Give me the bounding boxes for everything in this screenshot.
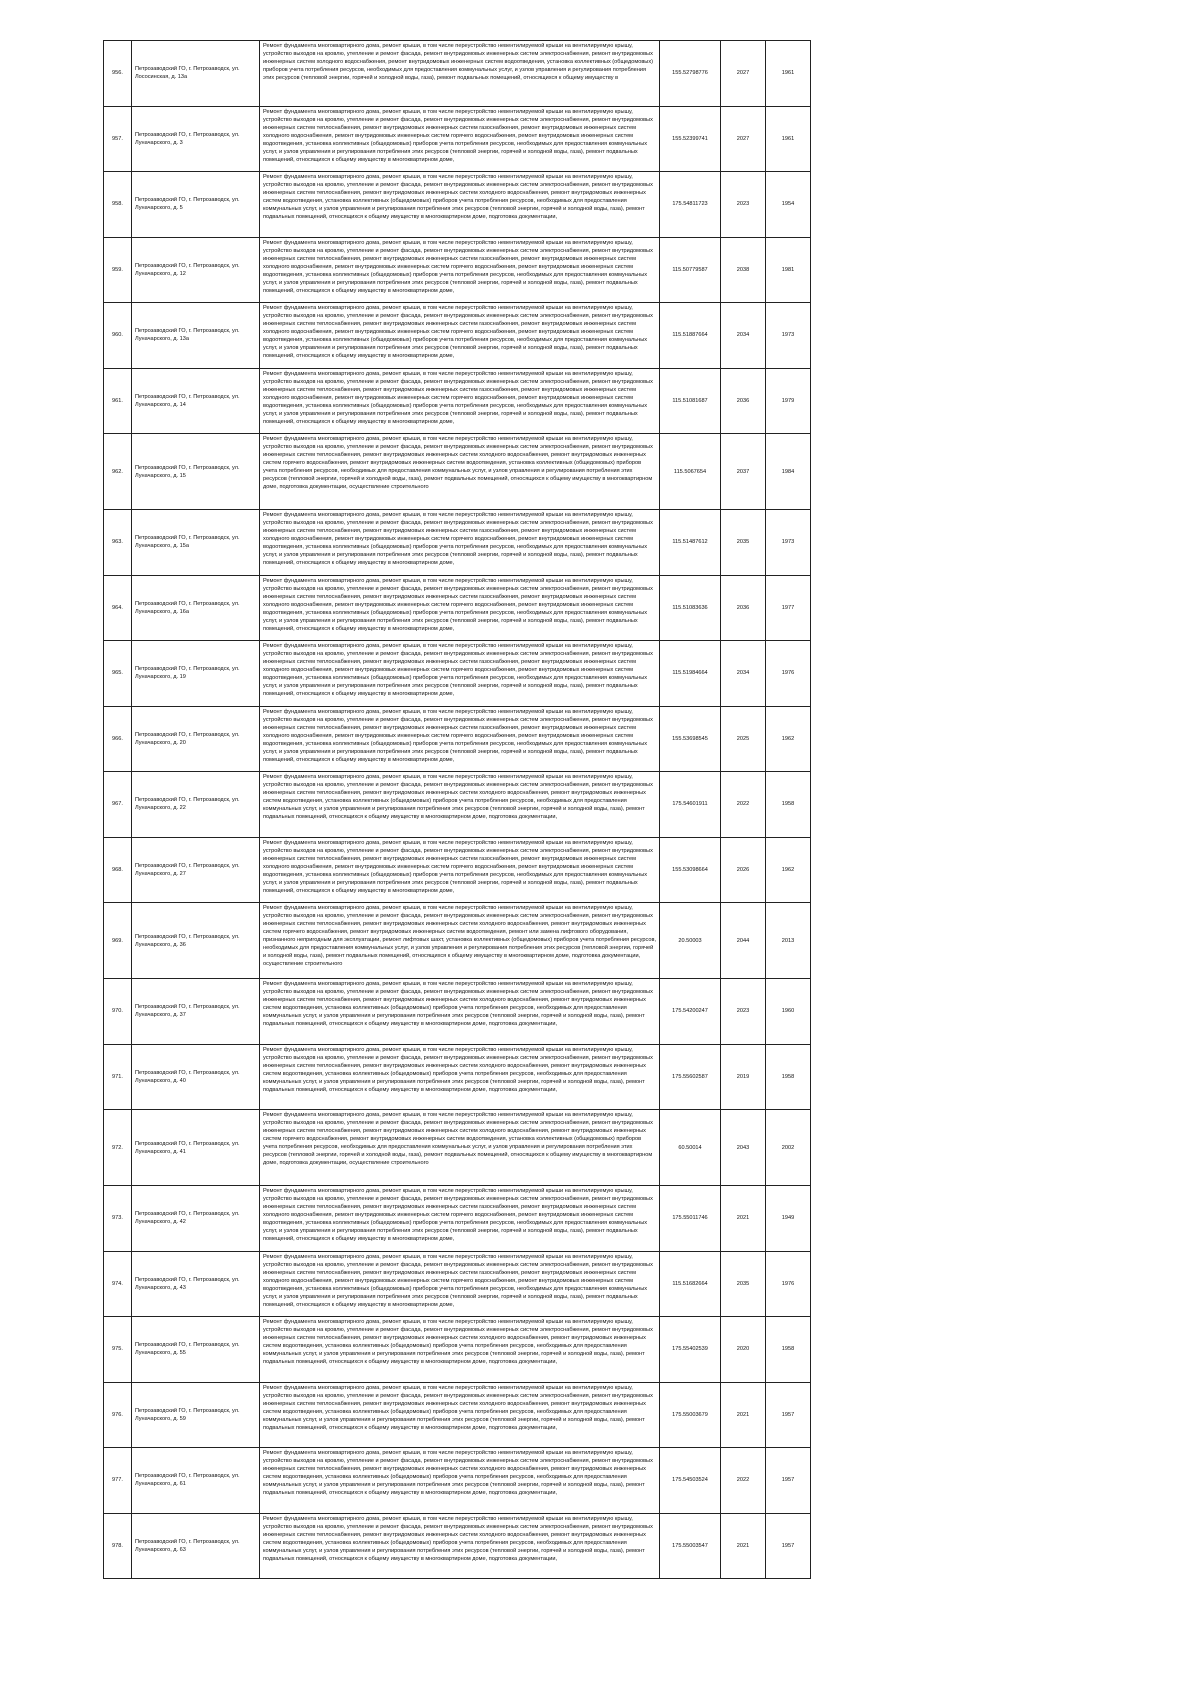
works-description-text: Ремонт фундамента многоквартирного дома, ремонт крыши, в том числе переустройство невентилируемой крыши на вентилируемую крышу, устройство выходов на кровлю, утепление и ремонт фасада, ремонт внутридомовых инженерных систем электроснабжения, ремонт внутридомовых инженерных систем теплоснабжения, ремонт внутридомовых инженерных систем газоснабжения, ремонт внутридомовых инженерных систем холодного водоснабжения, ремонт внутридомовых инженерных систем горячего водоснабжения, ремонт внутридомовых инженерных систем водоотведения, установка коллективных (общедомовых) приборов учета потребления ресурсов, необходимых для предоставления коммунальных услуг, и узлов управления и регулирования потребления этих ресурсов (тепловой энергии, горячей и холодной воды, газа), ремонт подвальных помещений, относящихся к общему имуществу в многоквартирном доме,	[263, 370, 653, 425]
row-number-cell: 961.	[104, 368, 132, 434]
works-description-cell	[260, 903, 660, 979]
planned-year-cell: 2020	[721, 1317, 766, 1383]
works-description-text: Ремонт фундамента многоквартирного дома, ремонт крыши, в том числе переустройство невентилируемой крыши на вентилируемую крышу, устройство выходов на кровлю, утепление и ремонт фасада, ремонт внутридомовых инженерных систем электроснабжения, ремонт внутридомовых инженерных систем теплоснабжения, ремонт внутридомовых инженерных систем холодного водоснабжения, ремонт внутридомовых инженерных систем горячего водоснабжения, ремонт внутридомовых инженерных систем водоотведения, установка коллективных (общедомовых) приборов учета потребления ресурсов, необходимых для предоставления коммунальных услуг, и узлов управления и регулирования потребления этих ресурсов (тепловой энергии, горячей и холодной воды, газа), ремонт подвальных помещений, относящихся к общему имуществу в многоквартирном доме, подготовка документации, осуществление строительного	[263, 1112, 653, 1166]
row-number-cell: 964.	[104, 575, 132, 641]
table-row	[104, 434, 811, 510]
works-description-cell	[260, 1448, 660, 1514]
works-description-text: Ремонт фундамента многоквартирного дома, ремонт крыши, в том числе переустройство невентилируемой крыши на вентилируемую крышу, устройство выходов на кровлю, утепление и ремонт фасада, ремонт внутридомовых инженерных систем электроснабжения, ремонт внутридомовых инженерных систем теплоснабжения, ремонт внутридомовых инженерных систем холодного водоснабжения, ремонт внутридомовых инженерных систем водоотведения, установка коллективных (общедомовых) приборов учета потребления ресурсов, необходимых для предоставления коммунальных услуг, и узлов управления и регулирования потребления этих ресурсов (тепловой энергии, горячей и холодной воды, газа), ремонт подвальных помещений, относящихся к общему имуществу в многоквартирном доме, подготовка документации,	[263, 1319, 653, 1365]
address-cell: Петрозаводский ГО, г. Петрозаводск, ул. Луначарского, д. 40	[132, 1044, 260, 1110]
row-number-cell: 958.	[104, 172, 132, 238]
build-year-cell: 2013	[766, 903, 811, 979]
table-row	[104, 106, 811, 172]
address-cell: Петрозаводский ГО, г. Петрозаводск, ул. Луначарского, д. 41	[132, 1110, 260, 1186]
build-year-cell: 1973	[766, 303, 811, 369]
row-number-cell: 971.	[104, 1044, 132, 1110]
works-description-cell	[260, 772, 660, 838]
works-description-text: Ремонт фундамента многоквартирного дома, ремонт крыши, в том числе переустройство невентилируемой крыши на вентилируемую крышу, устройство выходов на кровлю, утепление и ремонт фасада, ремонт внутридомовых инженерных систем электроснабжения, ремонт внутридомовых инженерных систем холодного водоснабжения, ремонт внутридомовых инженерных систем водоотведения, установка коллективных (общедомовых) приборов учета потребления ресурсов, необходимых для предоставления коммунальных услуг, и узлов управления и регулирования потребления этих ресурсов (тепловой энергии, горячей и холодной воды, газа), ремонт подвальных помещений, относящихся к общему имуществу в	[263, 43, 653, 81]
works-description-text: Ремонт фундамента многоквартирного дома, ремонт крыши, в том числе переустройство невентилируемой крыши на вентилируемую крышу, устройство выходов на кровлю, утепление и ремонт фасада, ремонт внутридомовых инженерных систем электроснабжения, ремонт внутридомовых инженерных систем теплоснабжения, ремонт внутридомовых инженерных систем холодного водоснабжения, ремонт внутридомовых инженерных систем водоотведения, установка коллективных (общедомовых) приборов учета потребления ресурсов, необходимых для предоставления коммунальных услуг, и узлов управления и регулирования потребления этих ресурсов (тепловой энергии, горячей и холодной воды, газа), ремонт подвальных помещений, относящихся к общему имуществу в многоквартирном доме, подготовка документации,	[263, 1046, 653, 1093]
cost-cell: 115.51081687	[660, 368, 721, 434]
table-row	[104, 510, 811, 576]
works-description-text: Ремонт фундамента многоквартирного дома, ремонт крыши, в том числе переустройство невентилируемой крыши на вентилируемую крышу, устройство выходов на кровлю, утепление и ремонт фасада, ремонт внутридомовых инженерных систем электроснабжения, ремонт внутридомовых инженерных систем теплоснабжения, ремонт внутридомовых инженерных систем газоснабжения, ремонт внутридомовых инженерных систем холодного водоснабжения, ремонт внутридомовых инженерных систем горячего водоснабжения, ремонт внутридомовых инженерных систем водоотведения, установка коллективных (общедомовых) приборов учета потребления ресурсов, необходимых для предоставления коммунальных услуг, и узлов управления и регулирования потребления этих ресурсов (тепловой энергии, горячей и холодной воды, газа), ремонт подвальных помещений, относящихся к общему имуществу в многоквартирном доме,	[263, 839, 653, 894]
works-description-text: Ремонт фундамента многоквартирного дома, ремонт крыши, в том числе переустройство невентилируемой крыши на вентилируемую крышу, устройство выходов на кровлю, утепление и ремонт фасада, ремонт внутридомовых инженерных систем электроснабжения, ремонт внутридомовых инженерных систем теплоснабжения, ремонт внутридомовых инженерных систем холодного водоснабжения, ремонт внутридомовых инженерных систем горячего водоснабжения, ремонт внутридомовых инженерных систем водоотведения, установка коллективных (общедомовых) приборов учета потребления ресурсов, необходимых для предоставления коммунальных услуг, и узлов управления и регулирования потребления этих ресурсов (тепловой энергии, горячей и холодной воды, газа), ремонт подвальных помещений, относящихся к общему имуществу в многоквартирном доме, подготовка документации, осуществление строительного	[263, 436, 653, 490]
build-year-cell: 1973	[766, 510, 811, 576]
works-description-cell	[260, 1317, 660, 1383]
cost-cell: 115.51887664	[660, 303, 721, 369]
cost-cell: 175.54811723	[660, 172, 721, 238]
works-description-cell	[260, 1513, 660, 1579]
works-description-cell	[260, 106, 660, 172]
build-year-cell: 1954	[766, 172, 811, 238]
works-description-cell	[260, 1110, 660, 1186]
build-year-cell: 1962	[766, 837, 811, 903]
build-year-cell: 1958	[766, 772, 811, 838]
works-description-cell	[260, 979, 660, 1045]
address-cell: Петрозаводский ГО, г. Петрозаводск, ул. Луначарского, д. 27	[132, 837, 260, 903]
planned-year-cell: 2022	[721, 1448, 766, 1514]
planned-year-cell: 2027	[721, 41, 766, 107]
planned-year-cell: 2036	[721, 575, 766, 641]
cost-cell: 20.50003	[660, 903, 721, 979]
row-number-cell: 957.	[104, 106, 132, 172]
works-description-cell	[260, 1186, 660, 1252]
works-description-cell	[260, 641, 660, 707]
cost-cell: 175.54601911	[660, 772, 721, 838]
table-row	[104, 1186, 811, 1252]
planned-year-cell: 2044	[721, 903, 766, 979]
row-number-cell: 972.	[104, 1110, 132, 1186]
build-year-cell: 1984	[766, 434, 811, 510]
address-cell: Петрозаводский ГО, г. Петрозаводск, ул. Лососинская, д. 13а	[132, 41, 260, 107]
planned-year-cell: 2021	[721, 1513, 766, 1579]
address-cell: Петрозаводский ГО, г. Петрозаводск, ул. Луначарского, д. 16а	[132, 575, 260, 641]
build-year-cell: 2002	[766, 1110, 811, 1186]
cost-cell: 155.53098664	[660, 837, 721, 903]
table-row	[104, 172, 811, 238]
row-number-cell: 963.	[104, 510, 132, 576]
planned-year-cell: 2037	[721, 434, 766, 510]
row-number-cell: 959.	[104, 237, 132, 303]
works-description-text: Ремонт фундамента многоквартирного дома, ремонт крыши, в том числе переустройство невентилируемой крыши на вентилируемую крышу, устройство выходов на кровлю, утепление и ремонт фасада, ремонт внутридомовых инженерных систем электроснабжения, ремонт внутридомовых инженерных систем теплоснабжения, ремонт внутридомовых инженерных систем газоснабжения, ремонт внутридомовых инженерных систем холодного водоснабжения, ремонт внутридомовых инженерных систем горячего водоснабжения, ремонт внутридомовых инженерных систем водоотведения, установка коллективных (общедомовых) приборов учета потребления ресурсов, необходимых для предоставления коммунальных услуг, и узлов управления и регулирования потребления этих ресурсов (тепловой энергии, горячей и холодной воды, газа), ремонт подвальных помещений, относящихся к общему имуществу в многоквартирном доме,	[263, 577, 653, 632]
cost-cell: 155.52798776	[660, 41, 721, 107]
table-row	[104, 1317, 811, 1383]
works-description-cell	[260, 1251, 660, 1317]
address-cell: Петрозаводский ГО, г. Петрозаводск, ул. Луначарского, д. 22	[132, 772, 260, 838]
cost-cell: 115.50779587	[660, 237, 721, 303]
address-cell: Петрозаводский ГО, г. Петрозаводск, ул. Луначарского, д. 19	[132, 641, 260, 707]
row-number-cell: 974.	[104, 1251, 132, 1317]
works-description-cell	[260, 41, 660, 107]
cost-cell: 175.54503524	[660, 1448, 721, 1514]
cost-cell: 175.54200247	[660, 979, 721, 1045]
works-description-cell	[260, 575, 660, 641]
repair-registry-table	[103, 40, 811, 1579]
table-row	[104, 1513, 811, 1579]
cost-cell: 155.52399741	[660, 106, 721, 172]
address-cell: Петрозаводский ГО, г. Петрозаводск, ул. Луначарского, д. 61	[132, 1448, 260, 1514]
address-cell: Петрозаводский ГО, г. Петрозаводск, ул. Луначарского, д. 43	[132, 1251, 260, 1317]
cost-cell: 175.55003679	[660, 1382, 721, 1448]
cost-cell: 175.55402539	[660, 1317, 721, 1383]
table-row	[104, 1251, 811, 1317]
planned-year-cell: 2043	[721, 1110, 766, 1186]
works-description-text: Ремонт фундамента многоквартирного дома, ремонт крыши, в том числе переустройство невентилируемой крыши на вентилируемую крышу, устройство выходов на кровлю, утепление и ремонт фасада, ремонт внутридомовых инженерных систем электроснабжения, ремонт внутридомовых инженерных систем теплоснабжения, ремонт внутридомовых инженерных систем газоснабжения, ремонт внутридомовых инженерных систем холодного водоснабжения, ремонт внутридомовых инженерных систем горячего водоснабжения, ремонт внутридомовых инженерных систем водоотведения, установка коллективных (общедомовых) приборов учета потребления ресурсов, необходимых для предоставления коммунальных услуг, и узлов управления и регулирования потребления этих ресурсов (тепловой энергии, горячей и холодной воды, газа), ремонт подвальных помещений, относящихся к общему имуществу в многоквартирном доме,	[263, 239, 653, 294]
table-row	[104, 772, 811, 838]
cost-cell: 155.53698545	[660, 706, 721, 772]
planned-year-cell: 2034	[721, 303, 766, 369]
planned-year-cell: 2034	[721, 641, 766, 707]
works-description-text: Ремонт фундамента многоквартирного дома, ремонт крыши, в том числе переустройство невентилируемой крыши на вентилируемую крышу, устройство выходов на кровлю, утепление и ремонт фасада, ремонт внутридомовых инженерных систем электроснабжения, ремонт внутридомовых инженерных систем теплоснабжения, ремонт внутридомовых инженерных систем холодного водоснабжения, ремонт внутридомовых инженерных систем водоотведения, установка коллективных (общедомовых) приборов учета потребления ресурсов, необходимых для предоставления коммунальных услуг, и узлов управления и регулирования потребления этих ресурсов (тепловой энергии, горячей и холодной воды, газа), ремонт подвальных помещений, относящихся к общему имуществу в многоквартирном доме, подготовка документации,	[263, 1384, 653, 1431]
cost-cell: 115.5067654	[660, 434, 721, 510]
cost-cell: 175.55011746	[660, 1186, 721, 1252]
cost-cell: 175.55602587	[660, 1044, 721, 1110]
table-row	[104, 1110, 811, 1186]
address-cell: Петрозаводский ГО, г. Петрозаводск, ул. Луначарского, д. 12	[132, 237, 260, 303]
table-row	[104, 303, 811, 369]
row-number-cell: 968.	[104, 837, 132, 903]
address-cell: Петрозаводский ГО, г. Петрозаводск, ул. Луначарского, д. 42	[132, 1186, 260, 1252]
works-description-cell	[260, 706, 660, 772]
works-description-cell	[260, 434, 660, 510]
works-description-cell	[260, 837, 660, 903]
planned-year-cell: 2025	[721, 706, 766, 772]
address-cell: Петрозаводский ГО, г. Петрозаводск, ул. Луначарского, д. 5	[132, 172, 260, 238]
row-number-cell: 973.	[104, 1186, 132, 1252]
address-cell: Петрозаводский ГО, г. Петрозаводск, ул. Луначарского, д. 63	[132, 1513, 260, 1579]
works-description-text: Ремонт фундамента многоквартирного дома, ремонт крыши, в том числе переустройство невентилируемой крыши на вентилируемую крышу, устройство выходов на кровлю, утепление и ремонт фасада, ремонт внутридомовых инженерных систем электроснабжения, ремонт внутридомовых инженерных систем теплоснабжения, ремонт внутридомовых инженерных систем газоснабжения, ремонт внутридомовых инженерных систем холодного водоснабжения, ремонт внутридомовых инженерных систем горячего водоснабжения, ремонт внутридомовых инженерных систем водоотведения, установка коллективных (общедомовых) приборов учета потребления ресурсов, необходимых для предоставления коммунальных услуг, и узлов управления и регулирования потребления этих ресурсов (тепловой энергии, горячей и холодной воды, газа), ремонт подвальных помещений, относящихся к общему имуществу в многоквартирном доме,	[263, 305, 653, 359]
works-description-cell	[260, 510, 660, 576]
registry-body	[104, 41, 811, 1579]
works-description-text: Ремонт фундамента многоквартирного дома, ремонт крыши, в том числе переустройство невентилируемой крыши на вентилируемую крышу, устройство выходов на кровлю, утепление и ремонт фасада, ремонт внутридомовых инженерных систем электроснабжения, ремонт внутридомовых инженерных систем теплоснабжения, ремонт внутридомовых инженерных систем газоснабжения, ремонт внутридомовых инженерных систем холодного водоснабжения, ремонт внутридомовых инженерных систем горячего водоснабжения, ремонт внутридомовых инженерных систем водоотведения, установка коллективных (общедомовых) приборов учета потребления ресурсов, необходимых для предоставления коммунальных услуг, и узлов управления и регулирования потребления этих ресурсов (тепловой энергии, горячей и холодной воды, газа), ремонт подвальных помещений, относящихся к общему имуществу в многоквартирном доме,	[263, 512, 653, 566]
table-row	[104, 1382, 811, 1448]
build-year-cell: 1977	[766, 575, 811, 641]
planned-year-cell: 2035	[721, 510, 766, 576]
row-number-cell: 967.	[104, 772, 132, 838]
address-cell: Петрозаводский ГО, г. Петрозаводск, ул. Луначарского, д. 15	[132, 434, 260, 510]
works-description-text: Ремонт фундамента многоквартирного дома, ремонт крыши, в том числе переустройство невентилируемой крыши на вентилируемую крышу, устройство выходов на кровлю, утепление и ремонт фасада, ремонт внутридомовых инженерных систем электроснабжения, ремонт внутридомовых инженерных систем теплоснабжения, ремонт внутридомовых инженерных систем холодного водоснабжения, ремонт внутридомовых инженерных систем водоотведения, установка коллективных (общедомовых) приборов учета потребления ресурсов, необходимых для предоставления коммунальных услуг, и узлов управления и регулирования потребления этих ресурсов (тепловой энергии, горячей и холодной воды, газа), ремонт подвальных помещений, относящихся к общему имуществу в многоквартирном доме, подготовка документации,	[263, 1450, 653, 1496]
row-number-cell: 976.	[104, 1382, 132, 1448]
address-cell: Петрозаводский ГО, г. Петрозаводск, ул. Луначарского, д. 55	[132, 1317, 260, 1383]
works-description-text: Ремонт фундамента многоквартирного дома, ремонт крыши, в том числе переустройство невентилируемой крыши на вентилируемую крышу, устройство выходов на кровлю, утепление и ремонт фасада, ремонт внутридомовых инженерных систем электроснабжения, ремонт внутридомовых инженерных систем теплоснабжения, ремонт внутридомовых инженерных систем газоснабжения, ремонт внутридомовых инженерных систем холодного водоснабжения, ремонт внутридомовых инженерных систем горячего водоснабжения, ремонт внутридомовых инженерных систем водоотведения, установка коллективных (общедомовых) приборов учета потребления ресурсов, необходимых для предоставления коммунальных услуг, и узлов управления и регулирования потребления этих ресурсов (тепловой энергии, горячей и холодной воды, газа), ремонт подвальных помещений, относящихся к общему имуществу в многоквартирном доме,	[263, 108, 653, 163]
works-description-cell	[260, 1382, 660, 1448]
works-description-cell	[260, 237, 660, 303]
cost-cell: 175.55003547	[660, 1513, 721, 1579]
build-year-cell: 1962	[766, 706, 811, 772]
build-year-cell: 1957	[766, 1448, 811, 1514]
address-cell: Петрозаводский ГО, г. Петрозаводск, ул. Луначарского, д. 14	[132, 368, 260, 434]
build-year-cell: 1957	[766, 1382, 811, 1448]
build-year-cell: 1949	[766, 1186, 811, 1252]
table-row	[104, 41, 811, 107]
build-year-cell: 1960	[766, 979, 811, 1045]
works-description-cell	[260, 368, 660, 434]
works-description-text: Ремонт фундамента многоквартирного дома, ремонт крыши, в том числе переустройство невентилируемой крыши на вентилируемую крышу, устройство выходов на кровлю, утепление и ремонт фасада, ремонт внутридомовых инженерных систем электроснабжения, ремонт внутридомовых инженерных систем теплоснабжения, ремонт внутридомовых инженерных систем холодного водоснабжения, ремонт внутридомовых инженерных систем водоотведения, установка коллективных (общедомовых) приборов учета потребления ресурсов, необходимых для предоставления коммунальных услуг, и узлов управления и регулирования потребления этих ресурсов (тепловой энергии, горячей и холодной воды, газа), ремонт подвальных помещений, относящихся к общему имуществу в многоквартирном доме, подготовка документации,	[263, 1515, 653, 1562]
table-row	[104, 903, 811, 979]
row-number-cell: 962.	[104, 434, 132, 510]
cost-cell: 115.51984664	[660, 641, 721, 707]
planned-year-cell: 2023	[721, 172, 766, 238]
table-row	[104, 1448, 811, 1514]
build-year-cell: 1961	[766, 106, 811, 172]
table-row	[104, 575, 811, 641]
cost-cell: 115.51487612	[660, 510, 721, 576]
table-row	[104, 641, 811, 707]
cost-cell: 60.50014	[660, 1110, 721, 1186]
works-description-text: Ремонт фундамента многоквартирного дома, ремонт крыши, в том числе переустройство невентилируемой крыши на вентилируемую крышу, устройство выходов на кровлю, утепление и ремонт фасада, ремонт внутридомовых инженерных систем электроснабжения, ремонт внутридомовых инженерных систем теплоснабжения, ремонт внутридомовых инженерных систем холодного водоснабжения, ремонт внутридомовых инженерных систем водоотведения, установка коллективных (общедомовых) приборов учета потребления ресурсов, необходимых для предоставления коммунальных услуг, и узлов управления и регулирования потребления этих ресурсов (тепловой энергии, горячей и холодной воды, газа), ремонт подвальных помещений, относящихся к общему имуществу в многоквартирном доме, подготовка документации,	[263, 174, 653, 220]
build-year-cell: 1961	[766, 41, 811, 107]
table-row	[104, 368, 811, 434]
works-description-text: Ремонт фундамента многоквартирного дома, ремонт крыши, в том числе переустройство невентилируемой крыши на вентилируемую крышу, устройство выходов на кровлю, утепление и ремонт фасада, ремонт внутридомовых инженерных систем электроснабжения, ремонт внутридомовых инженерных систем теплоснабжения, ремонт внутридомовых инженерных систем холодного водоснабжения, ремонт внутридомовых инженерных систем водоотведения, установка коллективных (общедомовых) приборов учета потребления ресурсов, необходимых для предоставления коммунальных услуг, и узлов управления и регулирования потребления этих ресурсов (тепловой энергии, горячей и холодной воды, газа), ремонт подвальных помещений, относящихся к общему имуществу в многоквартирном доме, подготовка документации,	[263, 981, 653, 1027]
address-cell: Петрозаводский ГО, г. Петрозаводск, ул. Луначарского, д. 3	[132, 106, 260, 172]
planned-year-cell: 2023	[721, 979, 766, 1045]
address-cell: Петрозаводский ГО, г. Петрозаводск, ул. Луначарского, д. 36	[132, 903, 260, 979]
planned-year-cell: 2021	[721, 1186, 766, 1252]
build-year-cell: 1979	[766, 368, 811, 434]
build-year-cell: 1958	[766, 1317, 811, 1383]
works-description-text: Ремонт фундамента многоквартирного дома, ремонт крыши, в том числе переустройство невентилируемой крыши на вентилируемую крышу, устройство выходов на кровлю, утепление и ремонт фасада, ремонт внутридомовых инженерных систем электроснабжения, ремонт внутридомовых инженерных систем теплоснабжения, ремонт внутридомовых инженерных систем газоснабжения, ремонт внутридомовых инженерных систем холодного водоснабжения, ремонт внутридомовых инженерных систем горячего водоснабжения, ремонт внутридомовых инженерных систем водоотведения, установка коллективных (общедомовых) приборов учета потребления ресурсов, необходимых для предоставления коммунальных услуг, и узлов управления и регулирования потребления этих ресурсов (тепловой энергии, горячей и холодной воды, газа), ремонт подвальных помещений, относящихся к общему имуществу в многоквартирном доме,	[263, 1188, 653, 1242]
row-number-cell: 975.	[104, 1317, 132, 1383]
build-year-cell: 1958	[766, 1044, 811, 1110]
address-cell: Петрозаводский ГО, г. Петрозаводск, ул. Луначарского, д. 13а	[132, 303, 260, 369]
planned-year-cell: 2019	[721, 1044, 766, 1110]
address-cell: Петрозаводский ГО, г. Петрозаводск, ул. Луначарского, д. 20	[132, 706, 260, 772]
works-description-cell	[260, 1044, 660, 1110]
planned-year-cell: 2022	[721, 772, 766, 838]
build-year-cell: 1976	[766, 641, 811, 707]
works-description-cell	[260, 172, 660, 238]
row-number-cell: 966.	[104, 706, 132, 772]
works-description-text: Ремонт фундамента многоквартирного дома, ремонт крыши, в том числе переустройство невентилируемой крыши на вентилируемую крышу, устройство выходов на кровлю, утепление и ремонт фасада, ремонт внутридомовых инженерных систем электроснабжения, ремонт внутридомовых инженерных систем теплоснабжения, ремонт внутридомовых инженерных систем газоснабжения, ремонт внутридомовых инженерных систем холодного водоснабжения, ремонт внутридомовых инженерных систем горячего водоснабжения, ремонт внутридомовых инженерных систем водоотведения, установка коллективных (общедомовых) приборов учета потребления ресурсов, необходимых для предоставления коммунальных услуг, и узлов управления и регулирования потребления этих ресурсов (тепловой энергии, горячей и холодной воды, газа), ремонт подвальных помещений, относящихся к общему имуществу в многоквартирном доме,	[263, 643, 653, 697]
table-row	[104, 1044, 811, 1110]
build-year-cell: 1981	[766, 237, 811, 303]
address-cell: Петрозаводский ГО, г. Петрозаводск, ул. Луначарского, д. 37	[132, 979, 260, 1045]
table-row	[104, 237, 811, 303]
table-row	[104, 837, 811, 903]
row-number-cell: 977.	[104, 1448, 132, 1514]
row-number-cell: 970.	[104, 979, 132, 1045]
works-description-text: Ремонт фундамента многоквартирного дома, ремонт крыши, в том числе переустройство невентилируемой крыши на вентилируемую крышу, устройство выходов на кровлю, утепление и ремонт фасада, ремонт внутридомовых инженерных систем электроснабжения, ремонт внутридомовых инженерных систем теплоснабжения, ремонт внутридомовых инженерных систем газоснабжения, ремонт внутридомовых инженерных систем холодного водоснабжения, ремонт внутридомовых инженерных систем горячего водоснабжения, ремонт внутридомовых инженерных систем водоотведения, установка коллективных (общедомовых) приборов учета потребления ресурсов, необходимых для предоставления коммунальных услуг, и узлов управления и регулирования потребления этих ресурсов (тепловой энергии, горячей и холодной воды, газа), ремонт подвальных помещений, относящихся к общему имуществу в многоквартирном доме,	[263, 1253, 653, 1308]
cost-cell: 115.51682664	[660, 1251, 721, 1317]
works-description-text: Ремонт фундамента многоквартирного дома, ремонт крыши, в том числе переустройство невентилируемой крыши на вентилируемую крышу, устройство выходов на кровлю, утепление и ремонт фасада, ремонт внутридомовых инженерных систем электроснабжения, ремонт внутридомовых инженерных систем теплоснабжения, ремонт внутридомовых инженерных систем газоснабжения, ремонт внутридомовых инженерных систем холодного водоснабжения, ремонт внутридомовых инженерных систем горячего водоснабжения, ремонт внутридомовых инженерных систем водоотведения, установка коллективных (общедомовых) приборов учета потребления ресурсов, необходимых для предоставления коммунальных услуг, и узлов управления и регулирования потребления этих ресурсов (тепловой энергии, горячей и холодной воды, газа), ремонт подвальных помещений, относящихся к общему имуществу в многоквартирном доме,	[263, 708, 653, 763]
row-number-cell: 969.	[104, 903, 132, 979]
planned-year-cell: 2021	[721, 1382, 766, 1448]
table-row	[104, 979, 811, 1045]
works-description-text: Ремонт фундамента многоквартирного дома, ремонт крыши, в том числе переустройство невентилируемой крыши на вентилируемую крышу, устройство выходов на кровлю, утепление и ремонт фасада, ремонт внутридомовых инженерных систем электроснабжения, ремонт внутридомовых инженерных систем теплоснабжения, ремонт внутридомовых инженерных систем холодного водоснабжения, ремонт внутридомовых инженерных систем водоотведения, установка коллективных (общедомовых) приборов учета потребления ресурсов, необходимых для предоставления коммунальных услуг, и узлов управления и регулирования потребления этих ресурсов (тепловой энергии, горячей и холодной воды, газа), ремонт подвальных помещений, относящихся к общему имуществу в многоквартирном доме, подготовка документации,	[263, 774, 653, 820]
works-description-text: Ремонт фундамента многоквартирного дома, ремонт крыши, в том числе переустройство невентилируемой крыши на вентилируемую крышу, устройство выходов на кровлю, утепление и ремонт фасада, ремонт внутридомовых инженерных систем электроснабжения, ремонт внутридомовых инженерных систем теплоснабжения, ремонт внутридомовых инженерных систем холодного водоснабжения, ремонт внутридомовых инженерных систем горячего водоснабжения, ремонт внутридомовых инженерных систем водоотведения, ремонт или замена лифтового оборудования, признанного непригодным для эксплуатации, ремонт лифтовых шахт, установка коллективных (общедомовых) приборов учета потребления ресурсов, необходимых для предоставления коммунальных услуг, и узлов управления и регулирования потребления этих ресурсов (тепловой энергии, горячей и холодной воды, газа), ремонт подвальных помещений, относящихся к общему имуществу в многоквартирном доме, подготовка документации, осуществление строительного	[263, 905, 656, 967]
planned-year-cell: 2027	[721, 106, 766, 172]
row-number-cell: 978.	[104, 1513, 132, 1579]
planned-year-cell: 2035	[721, 1251, 766, 1317]
planned-year-cell: 2036	[721, 368, 766, 434]
row-number-cell: 956.	[104, 41, 132, 107]
build-year-cell: 1976	[766, 1251, 811, 1317]
row-number-cell: 965.	[104, 641, 132, 707]
works-description-cell	[260, 303, 660, 369]
address-cell: Петрозаводский ГО, г. Петрозаводск, ул. Луначарского, д. 59	[132, 1382, 260, 1448]
planned-year-cell: 2038	[721, 237, 766, 303]
cost-cell: 115.51083636	[660, 575, 721, 641]
address-cell: Петрозаводский ГО, г. Петрозаводск, ул. Луначарского, д. 15а	[132, 510, 260, 576]
table-row	[104, 706, 811, 772]
planned-year-cell: 2026	[721, 837, 766, 903]
row-number-cell: 960.	[104, 303, 132, 369]
build-year-cell: 1957	[766, 1513, 811, 1579]
